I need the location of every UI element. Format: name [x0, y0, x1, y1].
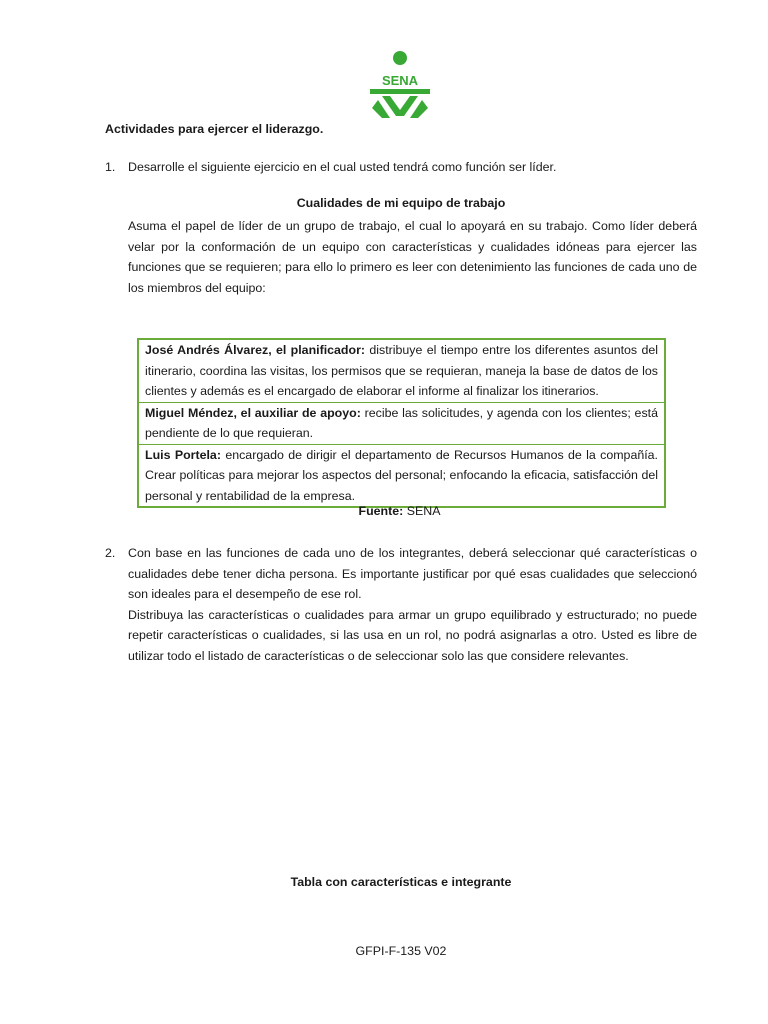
- source-label: Fuente:: [358, 504, 404, 518]
- footer-code: GFPI-F-135 V02: [355, 944, 447, 958]
- role-description: recibe las solicitudes, y agenda con los clientes; está pendiente de lo que requieran.: [145, 405, 658, 440]
- role-description: encargado de dirigir el departamento de Recursos Humanos de la compañía. Crear políticas para mejorar los aspectos del personal; enfocando la eficacia, satisfacción del personal y rentabilidad de la empresa.: [145, 447, 659, 503]
- role-row: [139, 403, 664, 445]
- paragraph: Con base en las funciones de cada uno de los integrantes, deberá seleccionar qué características o cualidades debe tener dicha persona. Es importante justificar por qué esas cualidades que seleccionó son ideales para el desempeño de ese rol.: [128, 546, 697, 601]
- role-name: Luis Portela:: [145, 447, 221, 462]
- subheading: Cualidades de mi equipo de trabajo: [296, 196, 506, 210]
- svg-text:SENA: SENA: [381, 73, 419, 88]
- roles-table: [137, 338, 666, 508]
- table-title: Tabla con características e integrante: [290, 875, 512, 889]
- role-name: Miguel Méndez, el auxiliar de apoyo:: [145, 405, 361, 420]
- source-caption: [137, 504, 662, 518]
- section-heading: Actividades para ejercer el liderazgo.: [105, 122, 324, 136]
- source-value: SENA: [403, 504, 441, 518]
- paragraph: Distribuya las características o cualidades para armar un grupo equilibrado y estructurado; no puede repetir características o cualidades, si las usa en un rol, no podrá asignarlas a otro. Usted es libre de utilizar todo el listado de características o de seleccionar solo las que considere relevantes.: [128, 607, 697, 663]
- list-item-text: [128, 543, 697, 666]
- list-item-text: Desarrolle el siguiente ejercicio en el cual usted tendrá como función ser líder.: [128, 160, 557, 174]
- list-item-number: 2.: [105, 546, 116, 560]
- sena-logo: [368, 50, 432, 122]
- role-row: [139, 340, 664, 403]
- list-item-number: 1.: [105, 160, 116, 174]
- role-row: [139, 445, 664, 507]
- intro-paragraph: Asuma el papel de líder de un grupo de trabajo, el cual lo apoyará en su trabajo. Como líder deberá velar por la conformación de un equipo con características y cualidades idóneas para ejercer las funciones que se requieren; para ello lo primero es leer con detenimiento las funciones de cada uno de los miembros del equipo:: [128, 219, 697, 295]
- role-description: distribuye el tiempo entre los diferentes asuntos del itinerario, coordina las visitas, los permisos que se requieran, maneja la base de datos de los clientes y además es el encargado de elaborar el informe al finalizar los itinerarios.: [145, 343, 658, 398]
- role-name: José Andrés Álvarez, el planificador:: [145, 343, 366, 357]
